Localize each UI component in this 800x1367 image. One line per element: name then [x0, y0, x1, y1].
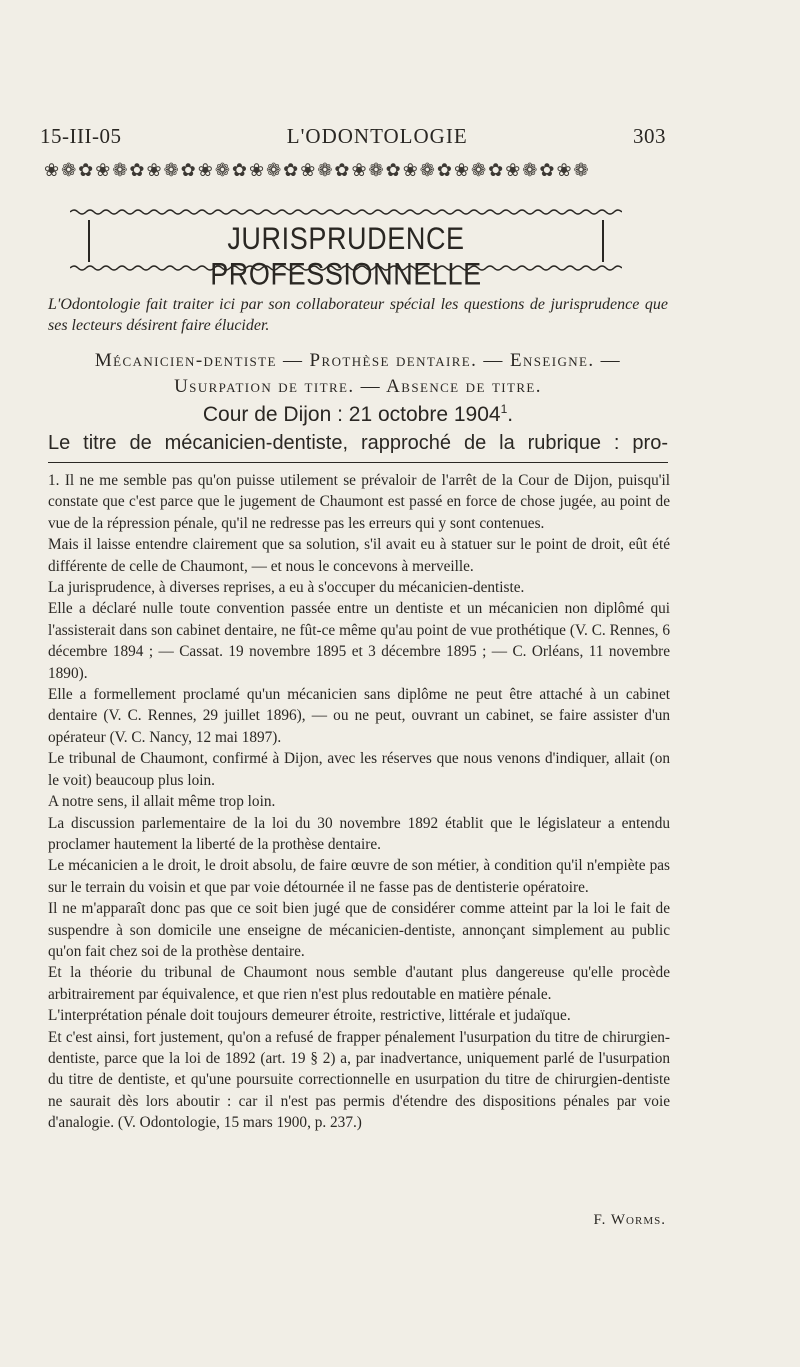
- footnote-paragraph: Et la théorie du tribunal de Chaumont nous semble d'autant plus dangereuse qu'elle procède arbitrairement par équivalence, et que rien n'est plus redoutable en matière pénale.: [48, 964, 670, 1003]
- banner-bar-right: [602, 220, 604, 262]
- footnote-paragraph: 1. Il ne me semble pas qu'on puisse utilement se prévaloir de l'arrêt de la Cour de Dijon, puisqu'il constate que c'est parce que le jugement de Chaumont est passé en force de chose jugée, au point de vue de la répression pénale, qu'il ne redresse pas les erreurs qui y sont contenues.: [48, 472, 670, 532]
- footnote-paragraph: Il ne m'apparaît donc pas que ce soit bien jugé que de considérer comme atteint par la loi le fait de suspendre à son domicile une enseigne de mécanicien-dentiste, annonçant simplement au public qu'on fait chez soi de la prothèse dentaire.: [48, 900, 670, 960]
- court-citation-text: Cour de Dijon : 21 octobre 1904: [202, 403, 501, 426]
- footnote-paragraph: L'interprétation pénale doit toujours demeurer étroite, restrictive, littérale et judaïque.: [48, 1007, 571, 1025]
- wavy-rule-bottom: [70, 264, 622, 272]
- footnote-mark: 1: [500, 402, 508, 416]
- case-heading-line-1: Mécanicien-dentiste — Prothèse dentaire. — Enseigne. —: [94, 350, 622, 371]
- running-head: [40, 124, 666, 149]
- footnote-paragraph: La jurisprudence, à diverses reprises, a eu à s'occuper du mécanicien-dentiste.: [48, 579, 525, 597]
- wavy-rule-top: [70, 208, 622, 216]
- page-number: 303: [633, 124, 666, 148]
- journal-title: L'ODONTOLOGIE: [286, 124, 468, 148]
- footnote-rule: [48, 462, 668, 463]
- footnote-paragraph: Elle a formellement proclamé qu'un mécanicien sans diplôme ne peut être attaché à un cabinet dentaire (V. C. Rennes, 29 juillet 1896), — ou ne peut, ouvrant un cabinet, se faire assister d'un opérateur (V. C. Nancy, 12 mai 1897).: [48, 686, 670, 746]
- section-title: JURISPRUDENCE PROFESSIONNELLE: [210, 221, 482, 292]
- footnote-paragraph: Le mécanicien a le droit, le droit absolu, de faire œuvre de son métier, à condition qu'il n'empiète pas sur le terrain du voisin et que par voie détournée il ne fasse pas de dentisterie opératoire.: [48, 857, 670, 896]
- author-signature: F. Worms.: [593, 1212, 666, 1228]
- banner-bar-left: [88, 220, 90, 262]
- court-citation: Cour de Dijon : 21 octobre 1904$^1$.: [202, 402, 514, 426]
- section-banner: [70, 200, 622, 292]
- footnote-paragraph: Elle a déclaré nulle toute convention passée entre un dentiste et un mécanicien non diplômé qui l'assisterait dans son cabinet dentaire, ne fût-ce même qu'au point de vue prothétique (V. C. Rennes, 6 décembre 1894 ; — Cassat. 19 novembre 1895 et 3 décembre 1895 ; — C. Orléans, 11 novembre 1890).: [48, 600, 670, 682]
- body-lead-line: Le titre de mécanicien-dentiste, rapproché de la rubrique : pro-: [48, 432, 668, 454]
- footnote-paragraph: A notre sens, il allait même trop loin.: [48, 793, 276, 811]
- case-heading-line-2: Usurpation de titre. — Absence de titre.: [174, 376, 542, 397]
- footnote-paragraph: Et c'est ainsi, fort justement, qu'on a refusé de frapper pénalement l'usurpation du titre de chirurgien-dentiste, parce que la loi de 1892 (art. 19 § 2) a, par inadvertance, uniquement parlé de l'usurpation du titre de dentiste, et qu'une poursuite correctionnelle en usurpation du titre de chirurgien-dentiste ne saurait dès lors aboutir : car il n'est pas permis d'étendre des dispositions pénales par voie d'analogie. (V. Odontologie, 15 mars 1900, p. 237.): [48, 1028, 670, 1132]
- ornamental-band: ❀❁✿❀❁✿❀❁✿❀❁✿❀❁✿❀❁✿❀❁✿❀❁✿❀❁✿❀❁✿❀❁: [44, 160, 591, 180]
- footnote-paragraph: Mais il laisse entendre clairement que sa solution, s'il avait eu à statuer sur le point de droit, eût été différente de celle de Chaumont, — et nous le concevons à merveille.: [48, 536, 670, 575]
- footnote-block: [48, 470, 670, 1134]
- section-intro: L'Odontologie fait traiter ici par son collaborateur spécial les questions de jurisprudence que ses lecteurs désirent faire élucider.: [48, 296, 668, 334]
- footnote-paragraph: Le tribunal de Chaumont, confirmé à Dijon, avec les réserves que nous venons d'indiquer, allait (on le voit) beaucoup plus loin.: [48, 750, 670, 789]
- issue-date: 15-III-05: [40, 124, 122, 148]
- footnote-paragraph: La discussion parlementaire de la loi du 30 novembre 1892 établit que le législateur a entendu proclamer hautement la liberté de la prothèse dentaire.: [48, 814, 670, 853]
